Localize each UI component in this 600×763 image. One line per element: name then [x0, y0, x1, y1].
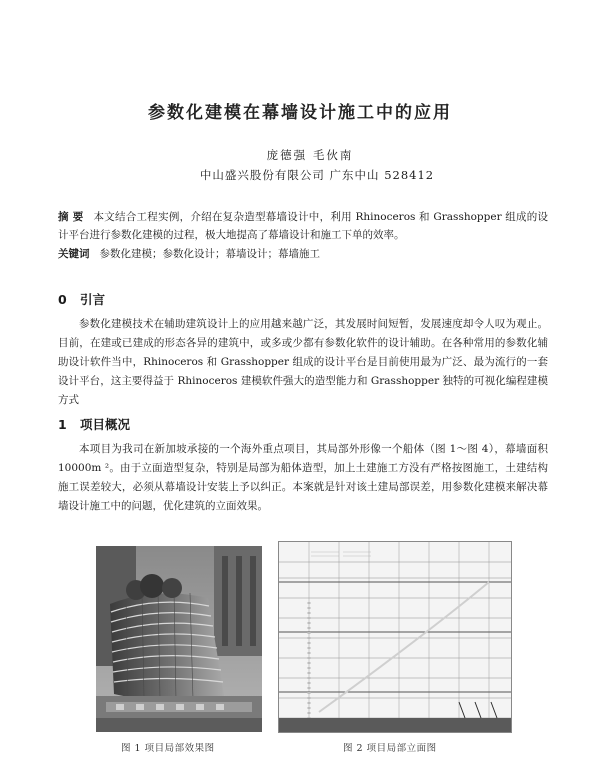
keywords-block — [58, 245, 548, 263]
affiliation-line: 中山盛兴股份有限公司 广东中山 528412 — [199, 168, 435, 182]
author-line: 庞德强 毛伙南 — [266, 148, 354, 162]
section-number: 0 — [58, 292, 67, 307]
section-heading-1 — [58, 415, 130, 433]
figure-2-drawing — [278, 541, 512, 733]
abstract-label: 摘 要 — [58, 211, 84, 223]
section-title: 项目概况 — [80, 417, 131, 432]
paper-title: 参数化建模在幕墙设计施工中的应用 — [148, 103, 452, 123]
section-heading-0 — [58, 290, 105, 308]
elevation-drawing-image — [279, 542, 511, 732]
figure-1-caption: 图 1 项目局部效果图 — [121, 743, 215, 754]
abstract-block — [58, 208, 548, 244]
figure-1-photo — [96, 546, 262, 732]
keywords-text: 参数化建模；参数化设计；幕墙设计；幕墙施工 — [99, 248, 320, 260]
keywords-label: 关键词 — [58, 248, 90, 260]
section-paragraph-1: 本项目为我司在新加坡承接的一个海外重点项目，其局部外形像一个船体（图 1～图 4），幕墙面积 10000m ²。由于立面造型复杂，特别是局部为船体造型，加上土建施工方没有严格按图施工，土建结构施工误差较大，必须从幕墙设计安装上予以纠正。本案就是针对该土建局部误差，用参数化建模来解决幕墙设计施工中的问题，优化建筑的立面效果。 — [58, 443, 548, 512]
abstract-text: 本文结合工程实例，介绍在复杂造型幕墙设计中，利用 Rhinoceros 和 Grasshopper 组成的设计平台进行参数化建模的过程，极大地提高了幕墙设计和施工下单的效率。 — [58, 211, 548, 241]
section-paragraph-0: 参数化建模技术在辅助建筑设计上的应用越来越广泛，其发展时间短暂，发展速度却令人叹为观止。目前，在建或已建成的形态各异的建筑中，或多或少都有参数化软件的设计辅助。在各种常用的参数化辅助设计软件当中，Rhinoceros 和 Grasshopper 组成的设计平台是目前使用最为广泛、最为流行的一套设计平台，这主要得益于 Rhinoceros 建模软件强大的造型能力和 Grasshopper 独特的可视化编程建模方式 — [58, 318, 548, 406]
section-title: 引言 — [80, 292, 106, 307]
figure-2-caption: 图 2 项目局部立面图 — [343, 743, 437, 754]
section-number: 1 — [58, 417, 67, 432]
building-rendering-image — [96, 546, 262, 732]
